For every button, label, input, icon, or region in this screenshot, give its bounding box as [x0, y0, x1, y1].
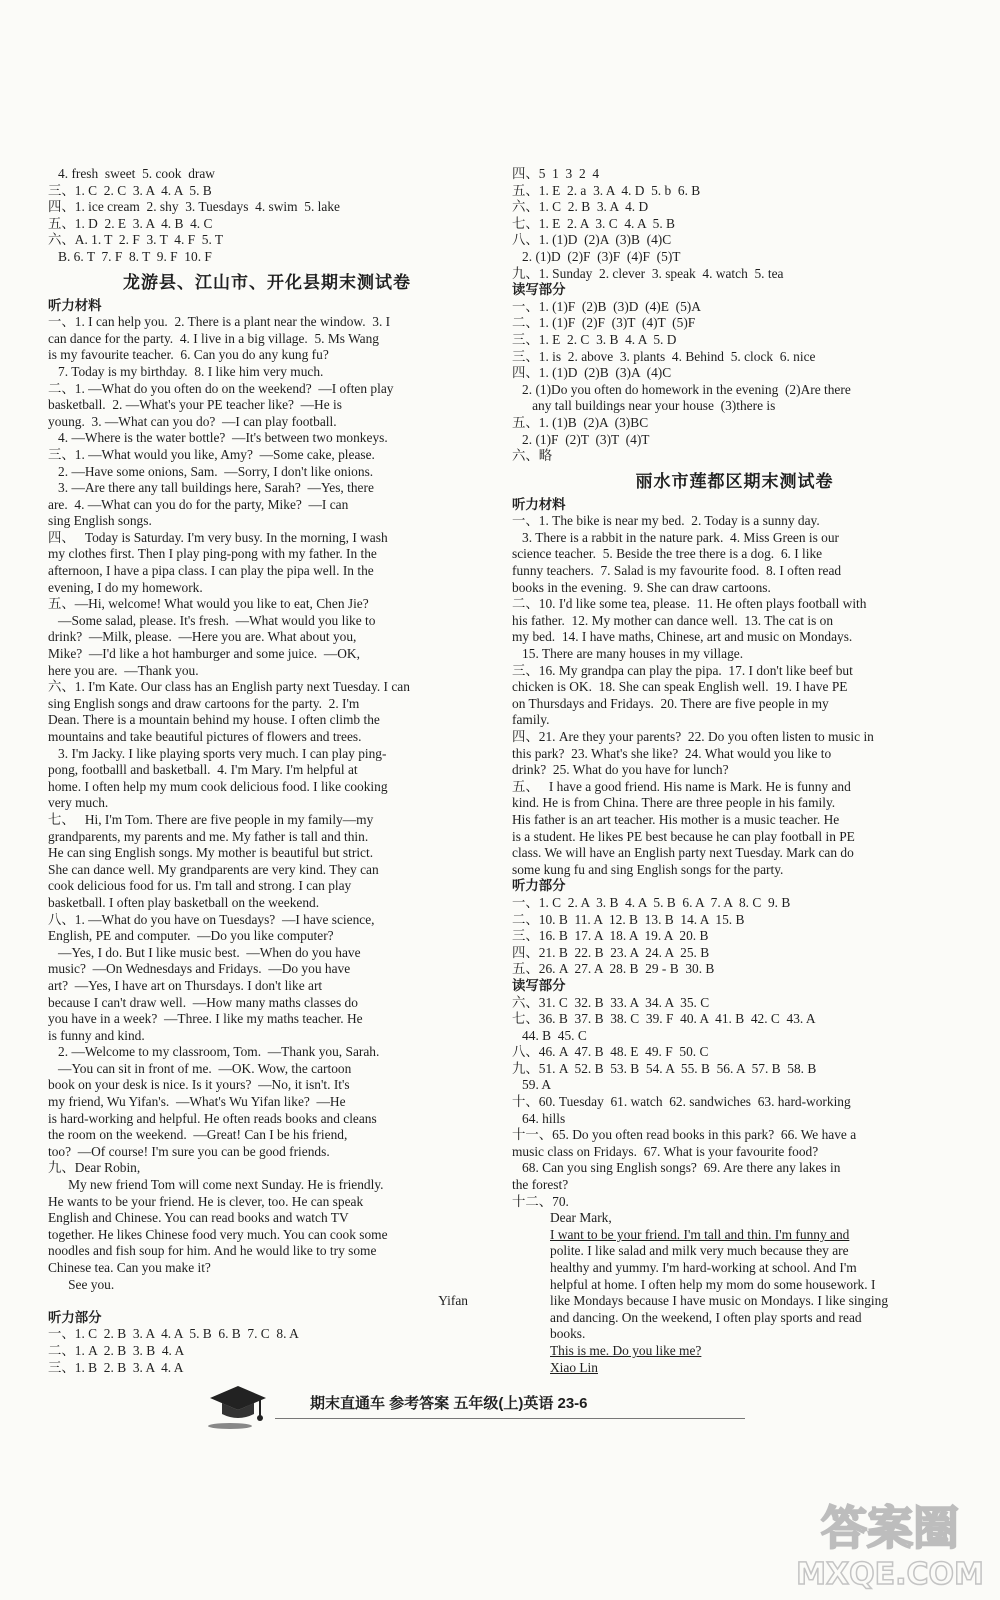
text-line: and dancing. On the weekend, I often play sports and read	[550, 1309, 862, 1325]
text-line: some kung fu and sing English songs for the party.	[512, 861, 784, 877]
text-line: is hard-working and helpful. He often reads books and cleans	[48, 1110, 377, 1126]
text-line: 一、1. C 2. A 3. B 4. A 5. B 6. A 7. A 8. C 9. B	[512, 894, 791, 910]
answer-block	[512, 166, 957, 282]
text-line: music class on Fridays. 67. What is your favourite food?	[512, 1143, 819, 1159]
text-line: Xiao Lin	[550, 1359, 598, 1375]
text-line: science teacher. 5. Beside the tree there is a dog. 6. I like	[512, 546, 823, 562]
listening-material	[48, 314, 486, 1293]
answer-block	[48, 1326, 486, 1376]
text-line: book on your desk is nice. Is it yours? —No, it isn't. It's	[48, 1077, 350, 1093]
text-line: can dance for the party. 4. I live in a big village. 5. Ms Wang	[48, 330, 379, 346]
text-line: 68. Can you sing English songs? 69. Are there any lakes in	[512, 1160, 841, 1176]
text-line: 四、 Today is Saturday. I'm very busy. In the morning, I wash	[48, 529, 388, 545]
text-line: funny teachers. 7. Salad is my favourite food. 8. I often read	[512, 563, 842, 579]
text-line: 4. —Where is the water bottle? —It's between two monkeys.	[48, 430, 388, 446]
text-line: 七、36. B 37. B 38. C 39. F 40. A 41. B 42. C 43. A	[512, 1011, 816, 1027]
text-line: 八、1. (1)D (2)A (3)B (4)C	[512, 232, 672, 248]
text-line: like Mondays because I have music on Mondays. I like singing	[550, 1293, 889, 1309]
text-line: basketball. 2. —What's your PE teacher like? —He is	[48, 397, 342, 413]
text-line: —You can sit in front of me. —OK. Wow, the cartoon	[48, 1060, 352, 1076]
text-line: 59. A	[512, 1077, 552, 1093]
text-line: His father is an art teacher. His mother is a music teacher. He	[512, 811, 840, 827]
text-line: family.	[512, 712, 550, 728]
section-title: 丽水市莲都区期末测试卷	[635, 471, 834, 491]
text-line: 五、 I have a good friend. His name is Mark. He is funny and	[512, 778, 851, 794]
listening-material-header: 听力材料	[512, 496, 566, 512]
text-line: Mike? —I'd like a hot hamburger and some juice. —OK,	[48, 646, 360, 662]
text-line: 十、60. Tuesday 61. watch 62. sandwiches 63. hard-working	[512, 1094, 851, 1110]
text-line: Dear Mark,	[550, 1210, 612, 1226]
text-line: my bed. 14. I have maths, Chinese, art and music on Mondays.	[512, 629, 853, 645]
graduation-cap-icon	[200, 1380, 270, 1430]
text-line: 3. I'm Jacky. I like playing sports very much. I can play ping-	[48, 745, 387, 761]
text-line: cook delicious food for us. I'm tall and strong. I can play	[48, 878, 352, 894]
text-line: the room on the weekend. —Great! Can I be his friend,	[48, 1127, 348, 1143]
text-line: healthy and yummy. I'm hard-working at school. And I'm	[550, 1260, 857, 1275]
text-line: English and Chinese. You can read books and watch TV	[48, 1210, 349, 1226]
text-line: 五、—Hi, welcome! What would you like to eat, Chen Jie?	[48, 596, 369, 612]
text-line: 2. —Have some onions, Sam. —Sorry, I don't like onions.	[48, 463, 374, 479]
text-line: 一、1. (1)F (2)B (3)D (4)E (5)A	[512, 298, 701, 314]
text-line: this park? 23. What's she like? 24. What would you like to	[512, 745, 832, 761]
text-line: 七、 Hi, I'm Tom. There are five people in my family—my	[48, 811, 374, 827]
text-line: English, PE and computer. —Do you like computer?	[48, 928, 334, 944]
text-line: 四、21. Are they your parents? 22. Do you often listen to music in	[512, 729, 874, 744]
text-line: afternoon, I have a pipa class. I can play the pipa well. In the	[48, 563, 374, 579]
text-line: 十一、65. Do you often read books in this park? 66. We have a	[512, 1127, 857, 1143]
text-line: 三、1. E 2. C 3. B 4. A 5. D	[512, 331, 677, 347]
text-line: 2. —Welcome to my classroom, Tom. —Thank you, Sarah.	[48, 1044, 380, 1060]
text-line: My new friend Tom will come next Sunday. He is friendly.	[48, 1177, 384, 1193]
text-line: 八、1. —What do you have on Tuesdays? —I have science,	[48, 911, 375, 927]
footer-text: 期末直通车 参考答案 五年级(上)英语 23-6	[310, 1395, 588, 1412]
text-line: sing English songs and draw cartoons for the party. 2. I'm	[48, 695, 360, 711]
text-line: class. We will have an English party next Tuesday. Mark can do	[512, 845, 854, 861]
text-line: chicken is OK. 18. She can speak English well. 19. I have PE	[512, 679, 848, 695]
text-line: 四、21. B 22. B 23. A 24. A 25. B	[512, 944, 710, 960]
reading-writing-header: 读写部分	[512, 282, 566, 298]
text-line: 九、Dear Robin,	[48, 1160, 141, 1176]
text-line: He can sing English songs. My mother is beautiful but strict.	[48, 845, 374, 861]
watermark-url: MXQE.COM	[796, 1557, 984, 1592]
text-line: He wants to be your friend. He is clever, too. He can speak	[48, 1193, 364, 1209]
answer-block	[512, 895, 957, 978]
text-line: home. I often help my mum cook delicious food. I like cooking	[48, 778, 388, 794]
text-line: pong, footballl and basketball. 4. I'm Mary. I'm helpful at	[48, 762, 358, 778]
text-line: 八、46. A 47. B 48. E 49. F 50. C	[512, 1044, 709, 1060]
text-line: noodles and fish soup for him. And he would like to try some	[48, 1243, 377, 1259]
text-line: because I can't draw well. —How many maths classes do	[48, 994, 358, 1010]
text-line: 二、10. I'd like some tea, please. 11. He often plays football with	[512, 596, 867, 612]
text-line: 六、1. I'm Kate. Our class has an English party next Tuesday. I can	[48, 679, 410, 695]
text-line: my clothes first. Then I play ping-pong with my father. In the	[48, 546, 377, 562]
text-line: 4. fresh sweet 5. cook draw	[48, 166, 215, 181]
text-line: 一、1. C 2. B 3. A 4. A 5. B 6. B 7. C 8. A	[48, 1326, 299, 1342]
answer-block	[48, 166, 486, 266]
text-line: 六、A. 1. T 2. F 3. T 4. F 5. T	[48, 232, 224, 248]
footer-divider	[275, 1418, 745, 1419]
watermark-brand: 答案圈	[821, 1501, 959, 1555]
text-line: 15. There are many houses in my village.	[512, 646, 744, 662]
watermark	[790, 1492, 990, 1592]
text-line: drink? 25. What do you have for lunch?	[512, 762, 729, 778]
text-line: music? —On Wednesdays and Fridays. —Do you have	[48, 961, 351, 977]
text-line: grandparents, my parents and me. My father is tall and thin.	[48, 828, 369, 844]
text-line: are. 4. —What can you do for the party, Mike? —I can	[48, 496, 349, 512]
text-line: 2. (1)D (2)F (3)F (4)F (5)T	[512, 248, 681, 264]
text-line: 三、16. B 17. A 18. A 19. A 20. B	[512, 928, 709, 944]
text-line: See you.	[48, 1276, 115, 1292]
text-line: the forest?	[512, 1177, 569, 1193]
text-line: polite. I like salad and milk very much because they are	[550, 1243, 849, 1259]
text-line: kind. He is from China. There are three people in his family.	[512, 795, 836, 811]
left-column	[48, 166, 486, 1376]
text-line: basketball. I often play basketball on the weekend.	[48, 894, 320, 910]
text-line: 2. (1)F (2)T (3)T (4)T	[512, 431, 650, 447]
reading-writing-header: 读写部分	[512, 977, 566, 993]
text-line: 二、1. A 2. B 3. B 4. A	[48, 1342, 185, 1358]
text-line: together. He likes Chinese food very much. You can cook some	[48, 1226, 388, 1242]
text-line: his father. 12. My mother can dance well. 13. The cat is on	[512, 612, 834, 628]
text-line: 五、1. E 2. a 3. A 4. D 5. b 6. B	[512, 182, 701, 198]
right-column	[512, 166, 957, 1376]
page-footer	[200, 1380, 760, 1430]
listening-material	[512, 513, 957, 878]
text-line: books in the evening. 9. She can draw cartoons.	[512, 579, 771, 595]
text-line: 三、1. is 2. above 3. plants 4. Behind 5. clock 6. nice	[512, 348, 816, 364]
answers-header: 听力部分	[48, 1309, 102, 1325]
text-line: 五、1. (1)B (2)A (3)BC	[512, 414, 649, 430]
text-line: Dean. There is a mountain behind my house. I often climb the	[48, 712, 380, 728]
answer-block	[512, 995, 957, 1211]
text-line: sing English songs.	[48, 513, 152, 529]
text-line: 一、1. I can help you. 2. There is a plant near the window. 3. I	[48, 314, 391, 330]
text-line: 四、5 1 3 2 4	[512, 166, 600, 181]
text-line: 二、1. —What do you often do on the weekend? —I often play	[48, 380, 394, 396]
text-line: too? —Of course! I'm sure you can be good friends.	[48, 1143, 330, 1159]
text-line: is my favourite teacher. 6. Can you do any kung fu?	[48, 347, 329, 363]
text-line: any tall buildings near your house (3)there is	[512, 398, 776, 414]
sample-letter	[512, 1210, 957, 1376]
text-line: is a student. He likes PE best because he can play football in PE	[512, 828, 855, 844]
text-line: 三、16. My grandpa can play the pipa. 17. I don't like beef but	[512, 662, 853, 678]
text-line: on Thursdays and Fridays. 20. There are five people in my	[512, 695, 829, 711]
text-line: 六、1. C 2. B 3. A 4. D	[512, 199, 649, 215]
answers-header: 听力部分	[512, 878, 566, 894]
text-line: 六、略	[512, 448, 553, 464]
text-line: She can dance well. My grandparents are very kind. They can	[48, 861, 379, 877]
text-line: Chinese tea. Can you make it?	[48, 1260, 211, 1275]
text-line: 7. Today is my birthday. 8. I like him very much.	[48, 363, 324, 379]
text-line: drink? —Milk, please. —Here you are. What about you,	[48, 629, 357, 645]
text-line: 五、1. D 2. E 3. A 4. B 4. C	[48, 215, 213, 231]
section-title: 龙游县、江山市、开化县期末测试卷	[123, 272, 411, 292]
watermark-logo	[790, 1492, 990, 1592]
text-line: 一、1. The bike is near my bed. 2. Today is a sunny day.	[512, 513, 820, 529]
text-line: 三、1. —What would you like, Amy? —Some cake, please.	[48, 446, 375, 462]
text-line: 2. (1)Do you often do homework in the evening (2)Are there	[512, 381, 851, 397]
text-line: 五、26. A 27. A 28. B 29 - B 30. B	[512, 961, 715, 977]
text-line: here you are. —Thank you.	[48, 662, 199, 678]
text-line: books.	[550, 1326, 586, 1342]
text-line: young. 3. —What can you do? —I can play football.	[48, 413, 337, 429]
text-line: my friend, Wu Yifan's. —What's Wu Yifan like? —He	[48, 1094, 346, 1110]
text-line: 三、1. C 2. C 3. A 4. A 5. B	[48, 182, 212, 198]
text-line: 九、1. Sunday 2. clever 3. speak 4. watch 5. tea	[512, 265, 784, 281]
text-line: 四、1. (1)D (2)B (3)A (4)C	[512, 365, 672, 381]
text-line: 64. hills	[512, 1110, 566, 1126]
text-line: evening, I do my homework.	[48, 579, 203, 595]
text-line: 六、31. C 32. B 33. A 34. A 35. C	[512, 994, 710, 1010]
text-line: helpful at home. I often help my mom do some housework. I	[550, 1276, 876, 1292]
text-line: This is me. Do you like me?	[550, 1342, 702, 1358]
listening-material-header: 听力材料	[48, 297, 102, 313]
text-line: B. 6. T 7. F 8. T 9. F 10. F	[48, 248, 212, 264]
text-line: —Yes, I do. But I like music best. —When do you have	[48, 944, 361, 960]
text-line: 二、1. (1)F (2)F (3)T (4)T (5)F	[512, 315, 696, 331]
text-line: 二、10. B 11. A 12. B 13. B 14. A 15. B	[512, 911, 745, 927]
letter-signature: Yifan	[438, 1293, 468, 1309]
text-line: 3. —Are there any tall buildings here, Sarah? —Yes, there	[48, 480, 374, 496]
text-line: I want to be your friend. I'm tall and thin. I'm funny and	[550, 1226, 850, 1242]
answer-block	[512, 299, 957, 465]
text-line: 四、1. ice cream 2. shy 3. Tuesdays 4. swim 5. lake	[48, 199, 340, 215]
text-line: 44. B 45. C	[512, 1027, 587, 1043]
text-line: 七、1. E 2. A 3. C 4. A 5. B	[512, 215, 675, 231]
text-line: you have in a week? —Three. I like my maths teacher. He	[48, 1011, 363, 1027]
text-line: 三、1. B 2. B 3. A 4. A	[48, 1359, 184, 1375]
text-line: is funny and kind.	[48, 1027, 145, 1043]
text-line: —Some salad, please. It's fresh. —What would you like to	[48, 612, 376, 628]
text-line: art? —Yes, I have art on Thursdays. I don't like art	[48, 977, 323, 993]
text-line: mountains and take beautiful pictures of flowers and trees.	[48, 729, 362, 744]
text-line: 九、51. A 52. B 53. B 54. A 55. B 56. A 57. B 58. B	[512, 1060, 817, 1076]
text-line: very much.	[48, 795, 109, 811]
text-line: 十二、70.	[512, 1193, 569, 1209]
text-line: 3. There is a rabbit in the nature park. 4. Miss Green is our	[512, 529, 840, 545]
